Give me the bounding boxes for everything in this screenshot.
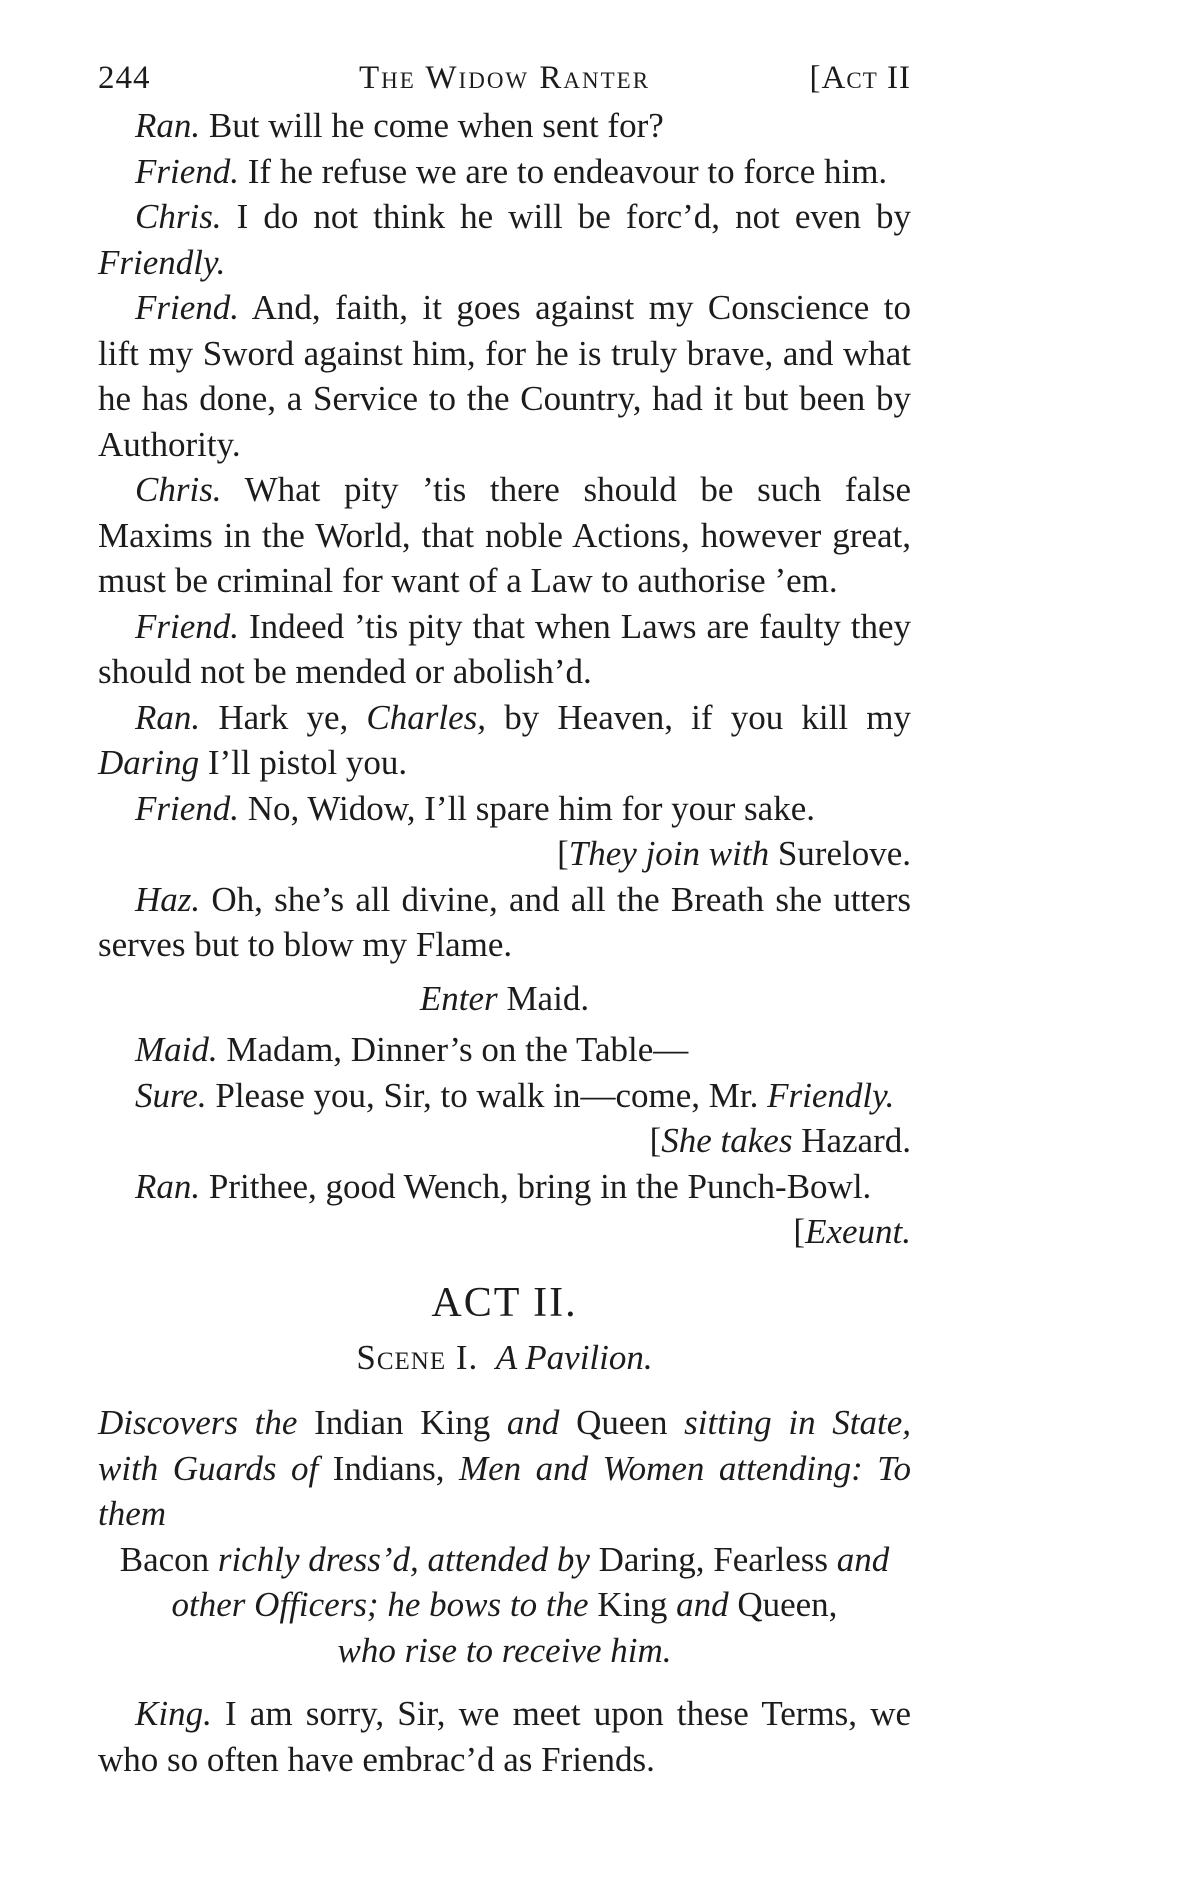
sd-roman: King bbox=[588, 1585, 677, 1624]
speech-text: I do not think he will be forc’d, not even by bbox=[221, 197, 911, 236]
page-body bbox=[98, 103, 911, 1782]
speaker: Maid. bbox=[135, 1030, 218, 1069]
running-header bbox=[98, 56, 911, 106]
speech-text: And, faith, it goes against my Conscience to lift my Sword against him, for he is truly brave, and what he has done, a Service to the Country, had it but been by Authority. bbox=[98, 288, 911, 464]
speech-text: Indeed ’tis pity that when Laws are faulty they should not be mended or abolish’d. bbox=[98, 606, 911, 691]
speaker: Ran. bbox=[135, 1166, 201, 1206]
speaker: Friend. bbox=[135, 151, 240, 191]
direction-italic: They join with bbox=[568, 834, 770, 873]
stage-direction bbox=[98, 1118, 911, 1164]
speech-text: Please you, Sir, to walk in—come, Mr. bbox=[206, 1075, 768, 1115]
running-act: [Act II bbox=[809, 60, 911, 96]
bracket: [ bbox=[649, 1121, 662, 1160]
sd-roman: Bacon bbox=[119, 1539, 218, 1579]
speech bbox=[98, 149, 911, 195]
speech-text: No, Widow, I’ll spare him for your sake. bbox=[239, 788, 815, 828]
speech-text: I am sorry, Sir, we meet upon these Terms, we who so often have embrac’d as Friends. bbox=[98, 1694, 911, 1779]
speech bbox=[98, 1073, 911, 1119]
sd-italic: and bbox=[836, 1539, 890, 1579]
speech bbox=[98, 1027, 911, 1073]
speaker: Sure. bbox=[135, 1075, 207, 1115]
opening-stage-direction bbox=[98, 1400, 911, 1537]
direction-roman: Surelove. bbox=[769, 834, 911, 873]
speech-text: Madam, Dinner’s on the Table— bbox=[217, 1030, 689, 1069]
scene-place: A Pavilion. bbox=[495, 1337, 653, 1377]
speech-text: What pity ’tis there should be such false Maxims in the World, that noble Actions, however great, must be criminal for want of a Law to authorise ’em. bbox=[98, 470, 911, 600]
sd-roman: Queen bbox=[559, 1403, 685, 1442]
speech bbox=[98, 877, 911, 968]
sd-roman: Daring, Fearless bbox=[589, 1539, 837, 1579]
opening-stage-direction-cont bbox=[98, 1537, 911, 1674]
character-name: Charles, bbox=[366, 697, 487, 737]
speech bbox=[98, 285, 911, 467]
character-name: Friendly. bbox=[98, 242, 226, 282]
speech-text: If he refuse we are to endeavour to force him. bbox=[239, 151, 888, 191]
speech bbox=[98, 786, 911, 832]
speech-text: But will he come when sent for? bbox=[200, 106, 664, 145]
speaker: Friend. bbox=[135, 288, 240, 327]
speaker: King. bbox=[135, 1694, 212, 1733]
speech bbox=[98, 1164, 911, 1210]
speech-text: Hark ye, bbox=[200, 697, 367, 737]
sd-italic: Men and Women attending: To them bbox=[98, 1448, 911, 1533]
bracket: [ bbox=[557, 834, 569, 873]
speech bbox=[98, 695, 911, 786]
speaker: Chris. bbox=[135, 470, 222, 509]
speaker: Chris. bbox=[135, 197, 222, 236]
speaker: Haz. bbox=[135, 879, 201, 919]
sd-italic: and bbox=[506, 1403, 560, 1442]
direction-italic: She takes bbox=[661, 1121, 793, 1160]
speech bbox=[98, 604, 911, 695]
sd-roman: Indian King bbox=[297, 1403, 507, 1442]
direction-italic: Exeunt. bbox=[805, 1212, 911, 1251]
speech-text: by Heaven, if you kill my bbox=[486, 697, 911, 737]
speech-text: I’ll pistol you. bbox=[199, 743, 408, 782]
character-name: Daring bbox=[98, 743, 200, 782]
direction-roman: Hazard. bbox=[792, 1121, 911, 1160]
scene-heading bbox=[98, 1335, 911, 1381]
stage-direction bbox=[98, 1209, 911, 1255]
entrance-direction bbox=[98, 976, 911, 1022]
sd-italic: other Officers; he bows to the bbox=[171, 1585, 589, 1624]
speaker: Friend. bbox=[135, 788, 240, 828]
speech bbox=[98, 103, 911, 149]
running-title: The Widow Ranter bbox=[358, 60, 651, 96]
speech bbox=[98, 194, 911, 285]
act-heading: ACT II. bbox=[431, 1279, 578, 1326]
scene-number: Scene I. bbox=[356, 1337, 479, 1377]
sd-roman: Indians, bbox=[318, 1448, 459, 1488]
bracket: [ bbox=[793, 1212, 806, 1251]
speaker: Ran. bbox=[135, 106, 201, 145]
sd-italic: sitting in State, with Guards of bbox=[98, 1403, 911, 1488]
speaker: Ran. bbox=[135, 697, 201, 737]
sd-italic: Discovers the bbox=[98, 1403, 298, 1442]
speech-text: Oh, she’s all divine, and all the Breath she utters serves but to blow my Flame. bbox=[98, 879, 911, 964]
sd-roman: Queen, bbox=[728, 1585, 838, 1624]
sd-italic: who rise to receive him. bbox=[337, 1630, 672, 1670]
stage-direction bbox=[98, 831, 911, 877]
speech bbox=[98, 467, 911, 604]
page-number: 244 bbox=[98, 60, 151, 96]
enter-word: Enter bbox=[419, 978, 498, 1018]
speaker: Friend. bbox=[135, 606, 240, 646]
sd-italic: and bbox=[676, 1585, 729, 1624]
character-name: Friendly. bbox=[767, 1075, 895, 1115]
speech-text: Prithee, good Wench, bring in the Punch-Bowl. bbox=[200, 1166, 872, 1206]
sd-italic: richly dress’d, attended by bbox=[217, 1539, 590, 1579]
speech bbox=[98, 1691, 911, 1782]
spacer bbox=[98, 1673, 911, 1691]
entering-character: Maid. bbox=[497, 978, 590, 1018]
